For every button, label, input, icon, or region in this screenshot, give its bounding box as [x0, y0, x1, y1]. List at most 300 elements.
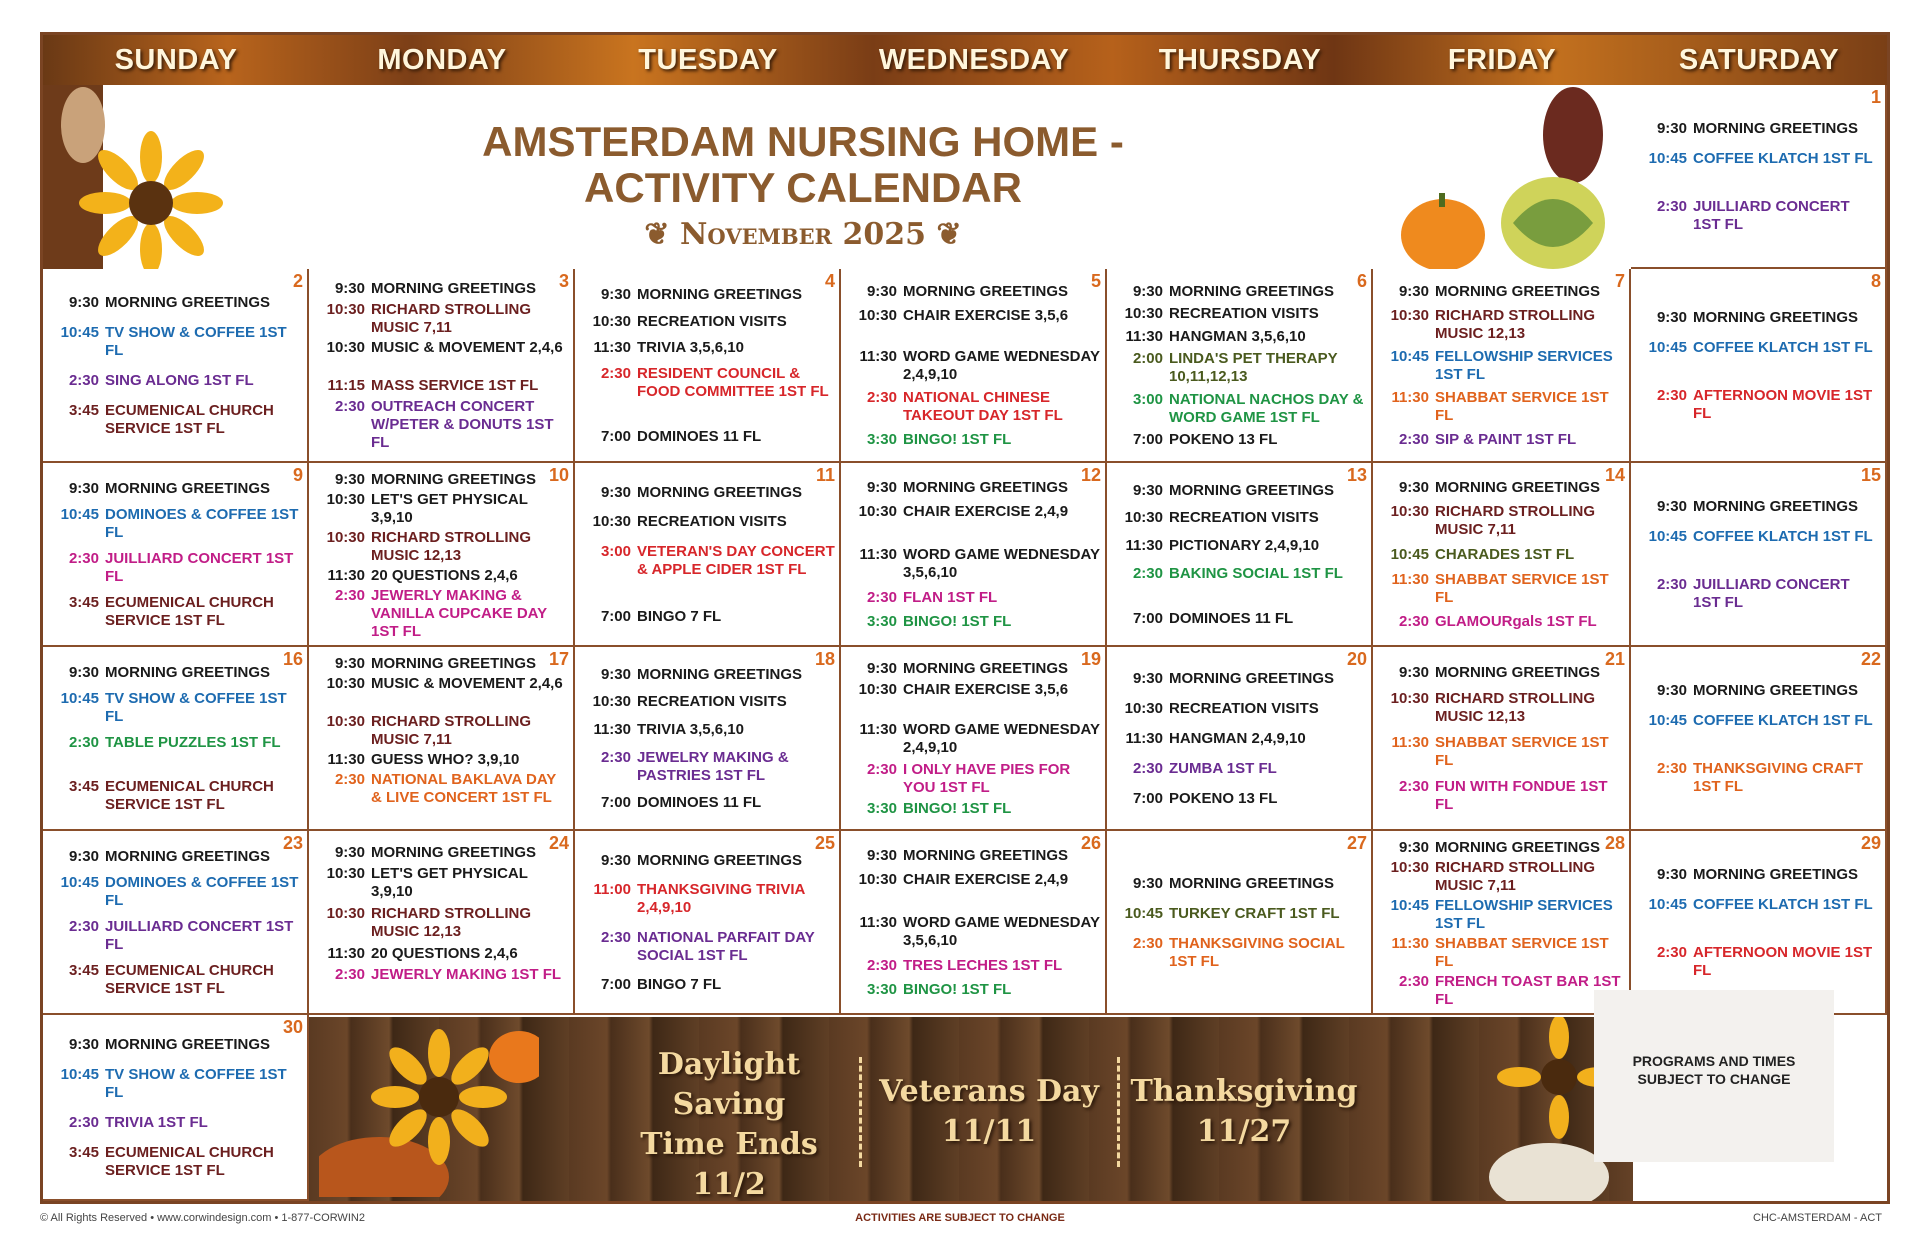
weekday-thursday: THURSDAY	[1158, 44, 1322, 76]
event-item[interactable]	[841, 681, 1105, 717]
holiday-veterans-date: 11/11	[941, 1114, 1037, 1149]
event-item[interactable]	[841, 307, 1105, 343]
event-title: TRES LECHES 1ST FL	[903, 956, 1063, 974]
event-item[interactable]	[309, 771, 573, 825]
day-number: 26	[1080, 833, 1101, 853]
event-title: FLAN 1ST FL	[903, 588, 998, 606]
event-item[interactable]	[841, 981, 1105, 999]
event-item[interactable]	[309, 491, 573, 527]
event-item[interactable]	[841, 800, 1105, 818]
event-item[interactable]	[575, 929, 839, 965]
event-item[interactable]	[1373, 839, 1629, 857]
event-item[interactable]	[1373, 503, 1629, 539]
event-item[interactable]	[1631, 944, 1885, 980]
event-time: 11:30	[1125, 730, 1163, 747]
day-cell-17[interactable]	[309, 647, 575, 831]
event-item[interactable]	[575, 365, 839, 419]
day-cell-30[interactable]	[43, 1015, 309, 1201]
event-item[interactable]	[1107, 283, 1371, 301]
event-item[interactable]	[1631, 309, 1885, 327]
event-time: 3:30	[866, 800, 897, 818]
day-cell-15[interactable]	[1631, 463, 1887, 647]
event-item[interactable]	[1373, 897, 1629, 933]
holiday-dst-line1: Daylight Saving	[657, 1047, 801, 1122]
event-title: RICHARD STROLLING MUSIC 12,13	[1435, 690, 1595, 725]
holiday-veterans	[869, 1072, 1109, 1152]
event-title: MORNING GREETINGS	[1169, 670, 1335, 687]
event-item[interactable]	[841, 546, 1105, 582]
event-title: OUTREACH CONCERT W/PETER & DONUTS 1ST FL	[371, 397, 554, 451]
event-item[interactable]	[575, 484, 839, 502]
day-number: 21	[1604, 649, 1625, 669]
day-cell-5[interactable]	[841, 269, 1107, 463]
event-item[interactable]	[1631, 387, 1885, 423]
event-title: CHAIR EXERCISE 2,4,9	[903, 503, 1069, 521]
event-title: MORNING GREETINGS	[1169, 875, 1335, 892]
event-time: 11:30	[1391, 734, 1429, 751]
holiday-dst-line2: Time Ends	[640, 1127, 818, 1162]
scroll-ornament-right-icon: ❦	[926, 217, 962, 252]
day-cell-2[interactable]	[43, 269, 309, 463]
event-title: RICHARD STROLLING MUSIC 7,11	[1435, 859, 1595, 894]
event-item[interactable]	[309, 567, 573, 585]
event-time: 3:45	[68, 1144, 99, 1161]
day-number: 28	[1604, 833, 1625, 853]
event-item[interactable]	[309, 587, 573, 641]
event-time: 2:30	[866, 588, 897, 606]
day-cell-26[interactable]	[841, 831, 1107, 1015]
event-title: I ONLY HAVE PIES FOR YOU 1ST FL	[903, 760, 1071, 796]
event-item[interactable]	[43, 1036, 307, 1054]
event-time: 11:30	[1391, 389, 1429, 407]
event-item[interactable]	[309, 339, 573, 375]
event-item[interactable]	[1373, 973, 1629, 1009]
event-item[interactable]	[1107, 610, 1371, 628]
event-time: 11:00	[593, 881, 631, 899]
event-time: 2:30	[334, 397, 365, 415]
day-number: 27	[1346, 833, 1367, 853]
day-cell-3[interactable]	[309, 269, 575, 463]
event-title: BINGO! 1ST FL	[903, 613, 1012, 631]
event-item[interactable]	[43, 874, 307, 910]
event-item[interactable]	[1631, 339, 1885, 375]
event-item[interactable]	[1373, 348, 1629, 384]
event-item[interactable]	[1373, 859, 1629, 895]
holiday-thanksgiving	[1124, 1072, 1364, 1152]
event-item[interactable]	[309, 471, 573, 489]
event-time: 2:30	[866, 956, 897, 974]
event-title: RECREATION VISITS	[1169, 509, 1319, 527]
event-item[interactable]	[841, 914, 1105, 950]
day-cell-4[interactable]	[575, 269, 841, 463]
day-number: 23	[282, 833, 303, 853]
event-item[interactable]	[43, 848, 307, 866]
day-number: 4	[824, 271, 835, 291]
event-item[interactable]	[1373, 479, 1629, 497]
day-cell-27[interactable]	[1107, 831, 1373, 1015]
day-cell-11[interactable]	[575, 463, 841, 647]
event-item[interactable]	[309, 377, 573, 395]
event-item[interactable]	[1107, 391, 1371, 427]
event-time: 10:45	[1648, 339, 1687, 356]
event-title: CHAIR EXERCISE 3,5,6	[903, 681, 1069, 699]
event-time: 2:30	[1656, 760, 1687, 777]
event-time: 2:30	[600, 365, 631, 383]
day-number: 1	[1870, 87, 1881, 107]
weekday-tuesday: TUESDAY	[638, 44, 778, 76]
event-item[interactable]	[1107, 935, 1371, 971]
day-number: 3	[558, 271, 569, 291]
event-item[interactable]	[1631, 498, 1885, 516]
event-time: 2:30	[68, 550, 99, 567]
event-title: TRIVIA 1ST FL	[105, 1114, 208, 1131]
event-item[interactable]	[1631, 120, 1885, 138]
event-item[interactable]	[575, 666, 839, 684]
event-time: 10:45	[1390, 348, 1429, 365]
day-cell-29[interactable]	[1631, 831, 1887, 1015]
event-title: MORNING GREETINGS	[371, 280, 537, 298]
event-item[interactable]	[841, 871, 1105, 907]
holiday-banner	[309, 1017, 1633, 1201]
event-item[interactable]	[841, 721, 1105, 757]
day-number: 5	[1090, 271, 1101, 291]
title-line-2: ACTIVITY CALENDAR	[584, 164, 1022, 211]
event-item[interactable]	[43, 1144, 307, 1180]
event-item[interactable]	[43, 664, 307, 682]
event-time: 2:30	[1656, 387, 1687, 404]
event-item[interactable]	[1631, 896, 1885, 932]
event-item[interactable]	[43, 372, 307, 390]
day-cell-7[interactable]	[1373, 269, 1631, 463]
event-title: JEWERLY MAKING 1ST FL	[371, 966, 562, 984]
event-time: 2:30	[334, 966, 365, 984]
day-cell-20[interactable]	[1107, 647, 1373, 831]
event-item[interactable]	[309, 713, 573, 749]
event-title: MUSIC & MOVEMENT 2,4,6	[371, 675, 563, 692]
event-item[interactable]	[309, 844, 573, 862]
event-item[interactable]	[1107, 328, 1371, 346]
event-time: 3:00	[1132, 390, 1163, 408]
event-title: NATIONAL BAKLAVA DAY & LIVE CONCERT 1ST FL	[371, 771, 557, 806]
holiday-dst-date: 11/2	[692, 1167, 766, 1202]
event-item[interactable]	[1631, 198, 1885, 234]
day-cell-22[interactable]	[1631, 647, 1887, 831]
event-title: NATIONAL CHINESE TAKEOUT DAY 1ST FL	[903, 389, 1063, 425]
event-item[interactable]	[1631, 682, 1885, 700]
event-item[interactable]	[575, 286, 839, 304]
event-time: 10:45	[1124, 905, 1163, 922]
event-time: 9:30	[600, 286, 631, 304]
event-item[interactable]	[1107, 700, 1371, 718]
event-title: RECREATION VISITS	[1169, 700, 1319, 717]
event-item[interactable]	[1373, 734, 1629, 770]
event-time: 10:45	[1648, 896, 1687, 913]
event-time: 10:30	[326, 713, 365, 730]
event-title: COFFEE KLATCH 1ST FL	[1693, 528, 1873, 545]
day-cell-6[interactable]	[1107, 269, 1373, 463]
event-item[interactable]	[1373, 307, 1629, 343]
event-item[interactable]	[309, 675, 573, 711]
event-item[interactable]	[1107, 537, 1371, 555]
day-cell-12[interactable]	[841, 463, 1107, 647]
event-item[interactable]	[309, 655, 573, 673]
day-cell-1[interactable]	[1631, 85, 1887, 269]
event-title: BINGO 7 FL	[637, 976, 722, 994]
event-item[interactable]	[1373, 613, 1629, 631]
event-time: 7:00	[1132, 610, 1163, 628]
event-item[interactable]	[43, 1114, 307, 1132]
event-item[interactable]	[1631, 712, 1885, 748]
event-title: MORNING GREETINGS	[903, 283, 1069, 301]
event-time: 10:30	[1124, 700, 1163, 717]
event-item[interactable]	[43, 778, 307, 814]
event-time: 2:30	[68, 1114, 99, 1131]
event-title: BINGO! 1ST FL	[903, 800, 1012, 818]
event-title: MORNING GREETINGS	[1693, 498, 1859, 515]
event-title: LET'S GET PHYSICAL 3,9,10	[371, 865, 528, 901]
event-time: 2:30	[1132, 760, 1163, 777]
event-title: SHABBAT SERVICE 1ST FL	[1435, 734, 1609, 769]
event-item[interactable]	[1373, 571, 1629, 607]
event-item[interactable]	[1107, 790, 1371, 808]
event-item[interactable]	[1107, 905, 1371, 923]
event-item[interactable]	[1107, 350, 1371, 386]
event-time: 3:00	[600, 542, 631, 560]
event-title: WORD GAME WEDNESDAY 2,4,9,10	[903, 721, 1100, 756]
day-cell-8[interactable]	[1631, 269, 1887, 463]
event-item[interactable]	[309, 865, 573, 901]
event-time: 9:30	[334, 280, 365, 298]
event-title: MORNING GREETINGS	[105, 1036, 271, 1053]
event-title: CHAIR EXERCISE 2,4,9	[903, 871, 1069, 889]
event-item[interactable]	[1107, 509, 1371, 527]
event-item[interactable]	[575, 881, 839, 917]
event-item[interactable]	[309, 529, 573, 565]
event-item[interactable]	[43, 550, 307, 586]
event-item[interactable]	[1107, 431, 1371, 449]
day-cell-10[interactable]	[309, 463, 575, 647]
event-title: AFTERNOON MOVIE 1ST FL	[1693, 944, 1873, 979]
event-title: ZUMBA 1ST FL	[1169, 760, 1277, 777]
event-item[interactable]	[43, 294, 307, 312]
day-cell-16[interactable]	[43, 647, 309, 831]
event-title: BAKING SOCIAL 1ST FL	[1169, 564, 1343, 582]
event-item[interactable]	[43, 480, 307, 498]
event-item[interactable]	[1107, 482, 1371, 500]
event-time: 10:30	[1390, 306, 1429, 324]
event-title: TRIVIA 3,5,6,10	[637, 721, 744, 738]
event-item[interactable]	[309, 905, 573, 941]
event-title: POKENO 13 FL	[1169, 790, 1278, 807]
event-item[interactable]	[1373, 690, 1629, 726]
day-cell-24[interactable]	[309, 831, 575, 1015]
event-title: MORNING GREETINGS	[903, 846, 1069, 864]
event-title: DOMINOES 11 FL	[637, 794, 762, 812]
day-number: 13	[1346, 465, 1367, 485]
day-number: 6	[1356, 271, 1367, 291]
event-title: RICHARD STROLLING MUSIC 7,11	[371, 713, 531, 748]
event-item[interactable]	[43, 690, 307, 726]
day-number: 25	[814, 833, 835, 853]
event-item[interactable]	[1107, 305, 1371, 323]
event-title: MORNING GREETINGS	[105, 664, 271, 681]
event-item[interactable]	[841, 847, 1105, 865]
event-time: 2:30	[1398, 778, 1429, 795]
event-title: JEWERLY MAKING & VANILLA CUPCAKE DAY 1ST FL	[371, 587, 547, 640]
programs-note-text: PROGRAMS AND TIMES SUBJECT TO CHANGE	[1632, 1053, 1796, 1087]
event-item[interactable]	[1107, 760, 1371, 778]
event-item[interactable]	[43, 594, 307, 630]
event-title: FUN WITH FONDUE 1ST FL	[1435, 778, 1608, 813]
event-title: COFFEE KLATCH 1ST FL	[1693, 339, 1873, 356]
event-time: 11:30	[859, 914, 897, 931]
event-item[interactable]	[575, 794, 839, 812]
event-item[interactable]	[841, 503, 1105, 539]
event-item[interactable]	[1373, 935, 1629, 971]
event-item[interactable]	[575, 339, 839, 357]
event-title: DOMINOES 11 FL	[1169, 610, 1294, 628]
event-item[interactable]	[1631, 866, 1885, 884]
event-item[interactable]	[43, 1066, 307, 1102]
event-title: TABLE PUZZLES 1ST FL	[105, 734, 281, 751]
event-item[interactable]	[43, 402, 307, 438]
event-item[interactable]	[1373, 778, 1629, 814]
event-time: 3:30	[866, 613, 897, 631]
event-item[interactable]	[309, 945, 573, 963]
event-time: 10:30	[592, 513, 631, 531]
day-cell-23[interactable]	[43, 831, 309, 1015]
event-item[interactable]	[309, 751, 573, 769]
event-item[interactable]	[841, 589, 1105, 607]
day-cell-18[interactable]	[575, 647, 841, 831]
day-cell-14[interactable]	[1373, 463, 1631, 647]
event-item[interactable]	[841, 761, 1105, 797]
event-item[interactable]	[1373, 546, 1629, 564]
event-title: POKENO 13 FL	[1169, 431, 1278, 449]
event-title: BINGO! 1ST FL	[903, 430, 1012, 448]
event-item[interactable]	[43, 962, 307, 998]
event-item[interactable]	[1631, 576, 1885, 612]
event-item[interactable]	[575, 428, 839, 446]
event-item[interactable]	[1373, 389, 1629, 425]
event-item[interactable]	[575, 543, 839, 597]
event-item[interactable]	[1373, 664, 1629, 682]
event-time: 9:30	[1656, 498, 1687, 515]
event-item[interactable]	[1631, 150, 1885, 186]
event-title: LET'S GET PHYSICAL 3,9,10	[371, 491, 528, 526]
event-item[interactable]	[43, 324, 307, 360]
event-time: 11:30	[1125, 327, 1163, 345]
event-item[interactable]	[1373, 431, 1629, 449]
event-item[interactable]	[841, 660, 1105, 678]
event-time: 9:30	[866, 846, 897, 864]
gourds-decor-right-icon	[1393, 85, 1629, 269]
event-item[interactable]	[309, 280, 573, 298]
event-title: RICHARD STROLLING MUSIC 7,11	[1435, 503, 1595, 539]
event-item[interactable]	[575, 749, 839, 785]
event-item[interactable]	[1631, 528, 1885, 564]
event-item[interactable]	[841, 431, 1105, 449]
event-title: CHARADES 1ST FL	[1435, 546, 1575, 563]
day-number: 7	[1614, 271, 1625, 291]
event-title: SIP & PAINT 1ST FL	[1435, 430, 1577, 448]
event-time: 11:30	[859, 721, 897, 738]
event-item[interactable]	[1107, 875, 1371, 893]
event-title: RECREATION VISITS	[637, 513, 787, 531]
event-item[interactable]	[43, 918, 307, 954]
event-title: 20 QUESTIONS 2,4,6	[371, 944, 518, 962]
event-title: BINGO! 1ST FL	[903, 981, 1012, 999]
event-title: JUILLIARD CONCERT 1ST FL	[1693, 576, 1850, 611]
event-title: TRIVIA 3,5,6,10	[637, 339, 744, 356]
event-item[interactable]	[43, 506, 307, 542]
event-time: 9:30	[334, 843, 365, 861]
event-item[interactable]	[575, 313, 839, 331]
event-item[interactable]	[841, 479, 1105, 497]
day-cell-21[interactable]	[1373, 647, 1631, 831]
event-time: 11:30	[1125, 537, 1163, 554]
event-time: 7:00	[1132, 431, 1163, 449]
event-item[interactable]	[43, 734, 307, 770]
holiday-separator	[859, 1057, 862, 1167]
event-time: 9:30	[1132, 670, 1163, 687]
event-title: MORNING GREETINGS	[903, 478, 1069, 496]
day-cell-19[interactable]	[841, 647, 1107, 831]
event-item[interactable]	[841, 957, 1105, 975]
day-cell-25[interactable]	[575, 831, 841, 1015]
event-item[interactable]	[575, 513, 839, 531]
event-title: TURKEY CRAFT 1ST FL	[1169, 905, 1340, 922]
event-item[interactable]	[1373, 283, 1629, 301]
event-time: 10:30	[326, 905, 365, 922]
day-number: 17	[548, 649, 569, 669]
day-number: 19	[1080, 649, 1101, 669]
event-title: MORNING GREETINGS	[637, 665, 803, 683]
event-item[interactable]	[1107, 670, 1371, 688]
event-item[interactable]	[841, 348, 1105, 384]
event-time: 11:30	[593, 339, 631, 356]
event-time: 7:00	[600, 427, 631, 445]
event-item[interactable]	[575, 608, 839, 626]
event-item[interactable]	[309, 966, 573, 1002]
event-item[interactable]	[1107, 565, 1371, 601]
event-item[interactable]	[575, 693, 839, 711]
event-item[interactable]	[841, 283, 1105, 301]
event-title: MORNING GREETINGS	[1169, 282, 1335, 300]
event-item[interactable]	[575, 852, 839, 870]
event-item[interactable]	[309, 398, 573, 452]
event-title: ECUMENICAL CHURCH SERVICE 1ST FL	[105, 594, 274, 629]
event-title: BINGO 7 FL	[637, 608, 722, 626]
event-title: MORNING GREETINGS	[105, 480, 271, 497]
event-item[interactable]	[1107, 730, 1371, 748]
event-item[interactable]	[1631, 760, 1885, 796]
event-title: SHABBAT SERVICE 1ST FL	[1435, 570, 1609, 606]
day-cell-9[interactable]	[43, 463, 309, 647]
event-time: 9:30	[1398, 664, 1429, 681]
event-time: 9:30	[334, 471, 365, 488]
autumn-decor-left-icon	[43, 85, 243, 269]
day-cell-28[interactable]	[1373, 831, 1631, 1015]
event-title: RESIDENT COUNCIL & FOOD COMMITTEE 1ST FL	[637, 365, 829, 401]
event-item[interactable]	[575, 721, 839, 739]
event-item[interactable]	[575, 976, 839, 994]
event-item[interactable]	[309, 301, 573, 337]
day-cell-13[interactable]	[1107, 463, 1373, 647]
event-item[interactable]	[841, 613, 1105, 631]
event-item[interactable]	[841, 389, 1105, 425]
event-time: 9:30	[68, 664, 99, 681]
